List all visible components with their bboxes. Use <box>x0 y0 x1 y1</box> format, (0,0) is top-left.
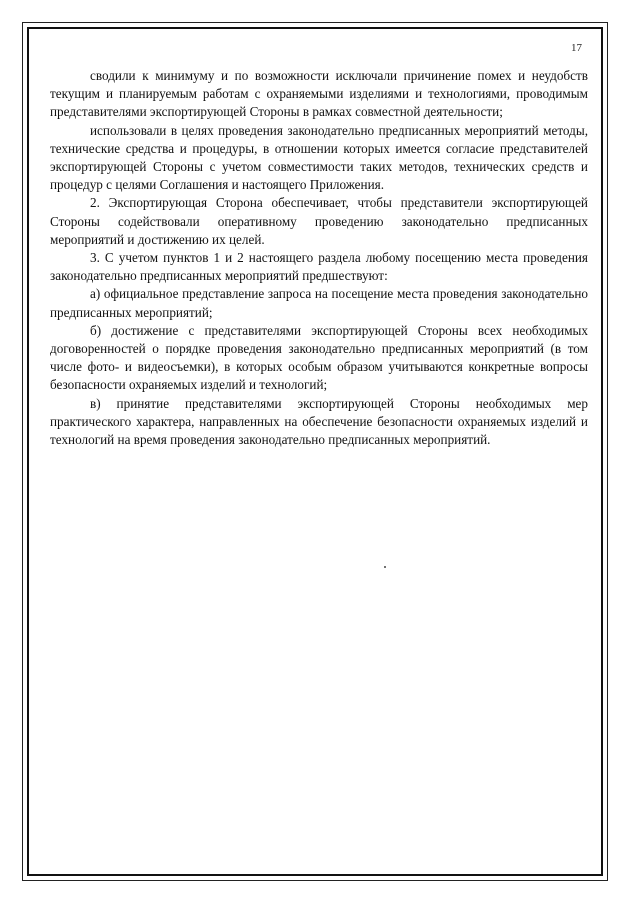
paragraph-2: использовали в целях проведения законодательно предписанных мероприятий методы, технические средства и процедуры, в отношении которых имеется согласие представителей экспортирующей Стороны с учетом совместимости таких методов, технических средств и процедур с целями Соглашения и настоящего Приложения. <box>50 122 588 193</box>
paragraph-3: 2. Экспортирующая Сторона обеспечивает, чтобы представители экспортирующей Стороны содействовали оперативному проведению законодательно предписанных мероприятий и достижению их целей. <box>50 195 588 247</box>
paragraph-5: а) официальное представление запроса на посещение места проведения законодательно предписанных мероприятий; <box>50 286 588 320</box>
paragraph-6: б) достижение с представителями экспортирующей Стороны всех необходимых договоренностей о порядке проведения законодательно предписанных мероприятий (в том числе фото- и видеосъемки), в которых особым образом учитываются конкретные вопросы безопасности охраняемых изделий и технологий; <box>50 322 588 393</box>
paragraph-4: 3. С учетом пунктов 1 и 2 настоящего раздела любому посещению места проведения законодательно предписанных мероприятий предшествуют: <box>50 250 588 284</box>
document-body <box>50 67 588 449</box>
paragraph-7: в) принятие представителями экспортирующей Стороны необходимых мер практического характера, направленных на обеспечение безопасности охраняемых изделий и технологий на время проведения законодательно предписанных мероприятий. <box>50 395 588 448</box>
paragraph-1: сводили к минимуму и по возможности исключали причинение помех и неудобств текущим и планируемым работам с охраняемыми изделиями и технологиями, проводимым представителями экспортирующей Стороны в рамках совместной деятельности; <box>50 68 588 120</box>
page-number: 17 <box>571 42 582 54</box>
scan-speck <box>384 566 386 568</box>
